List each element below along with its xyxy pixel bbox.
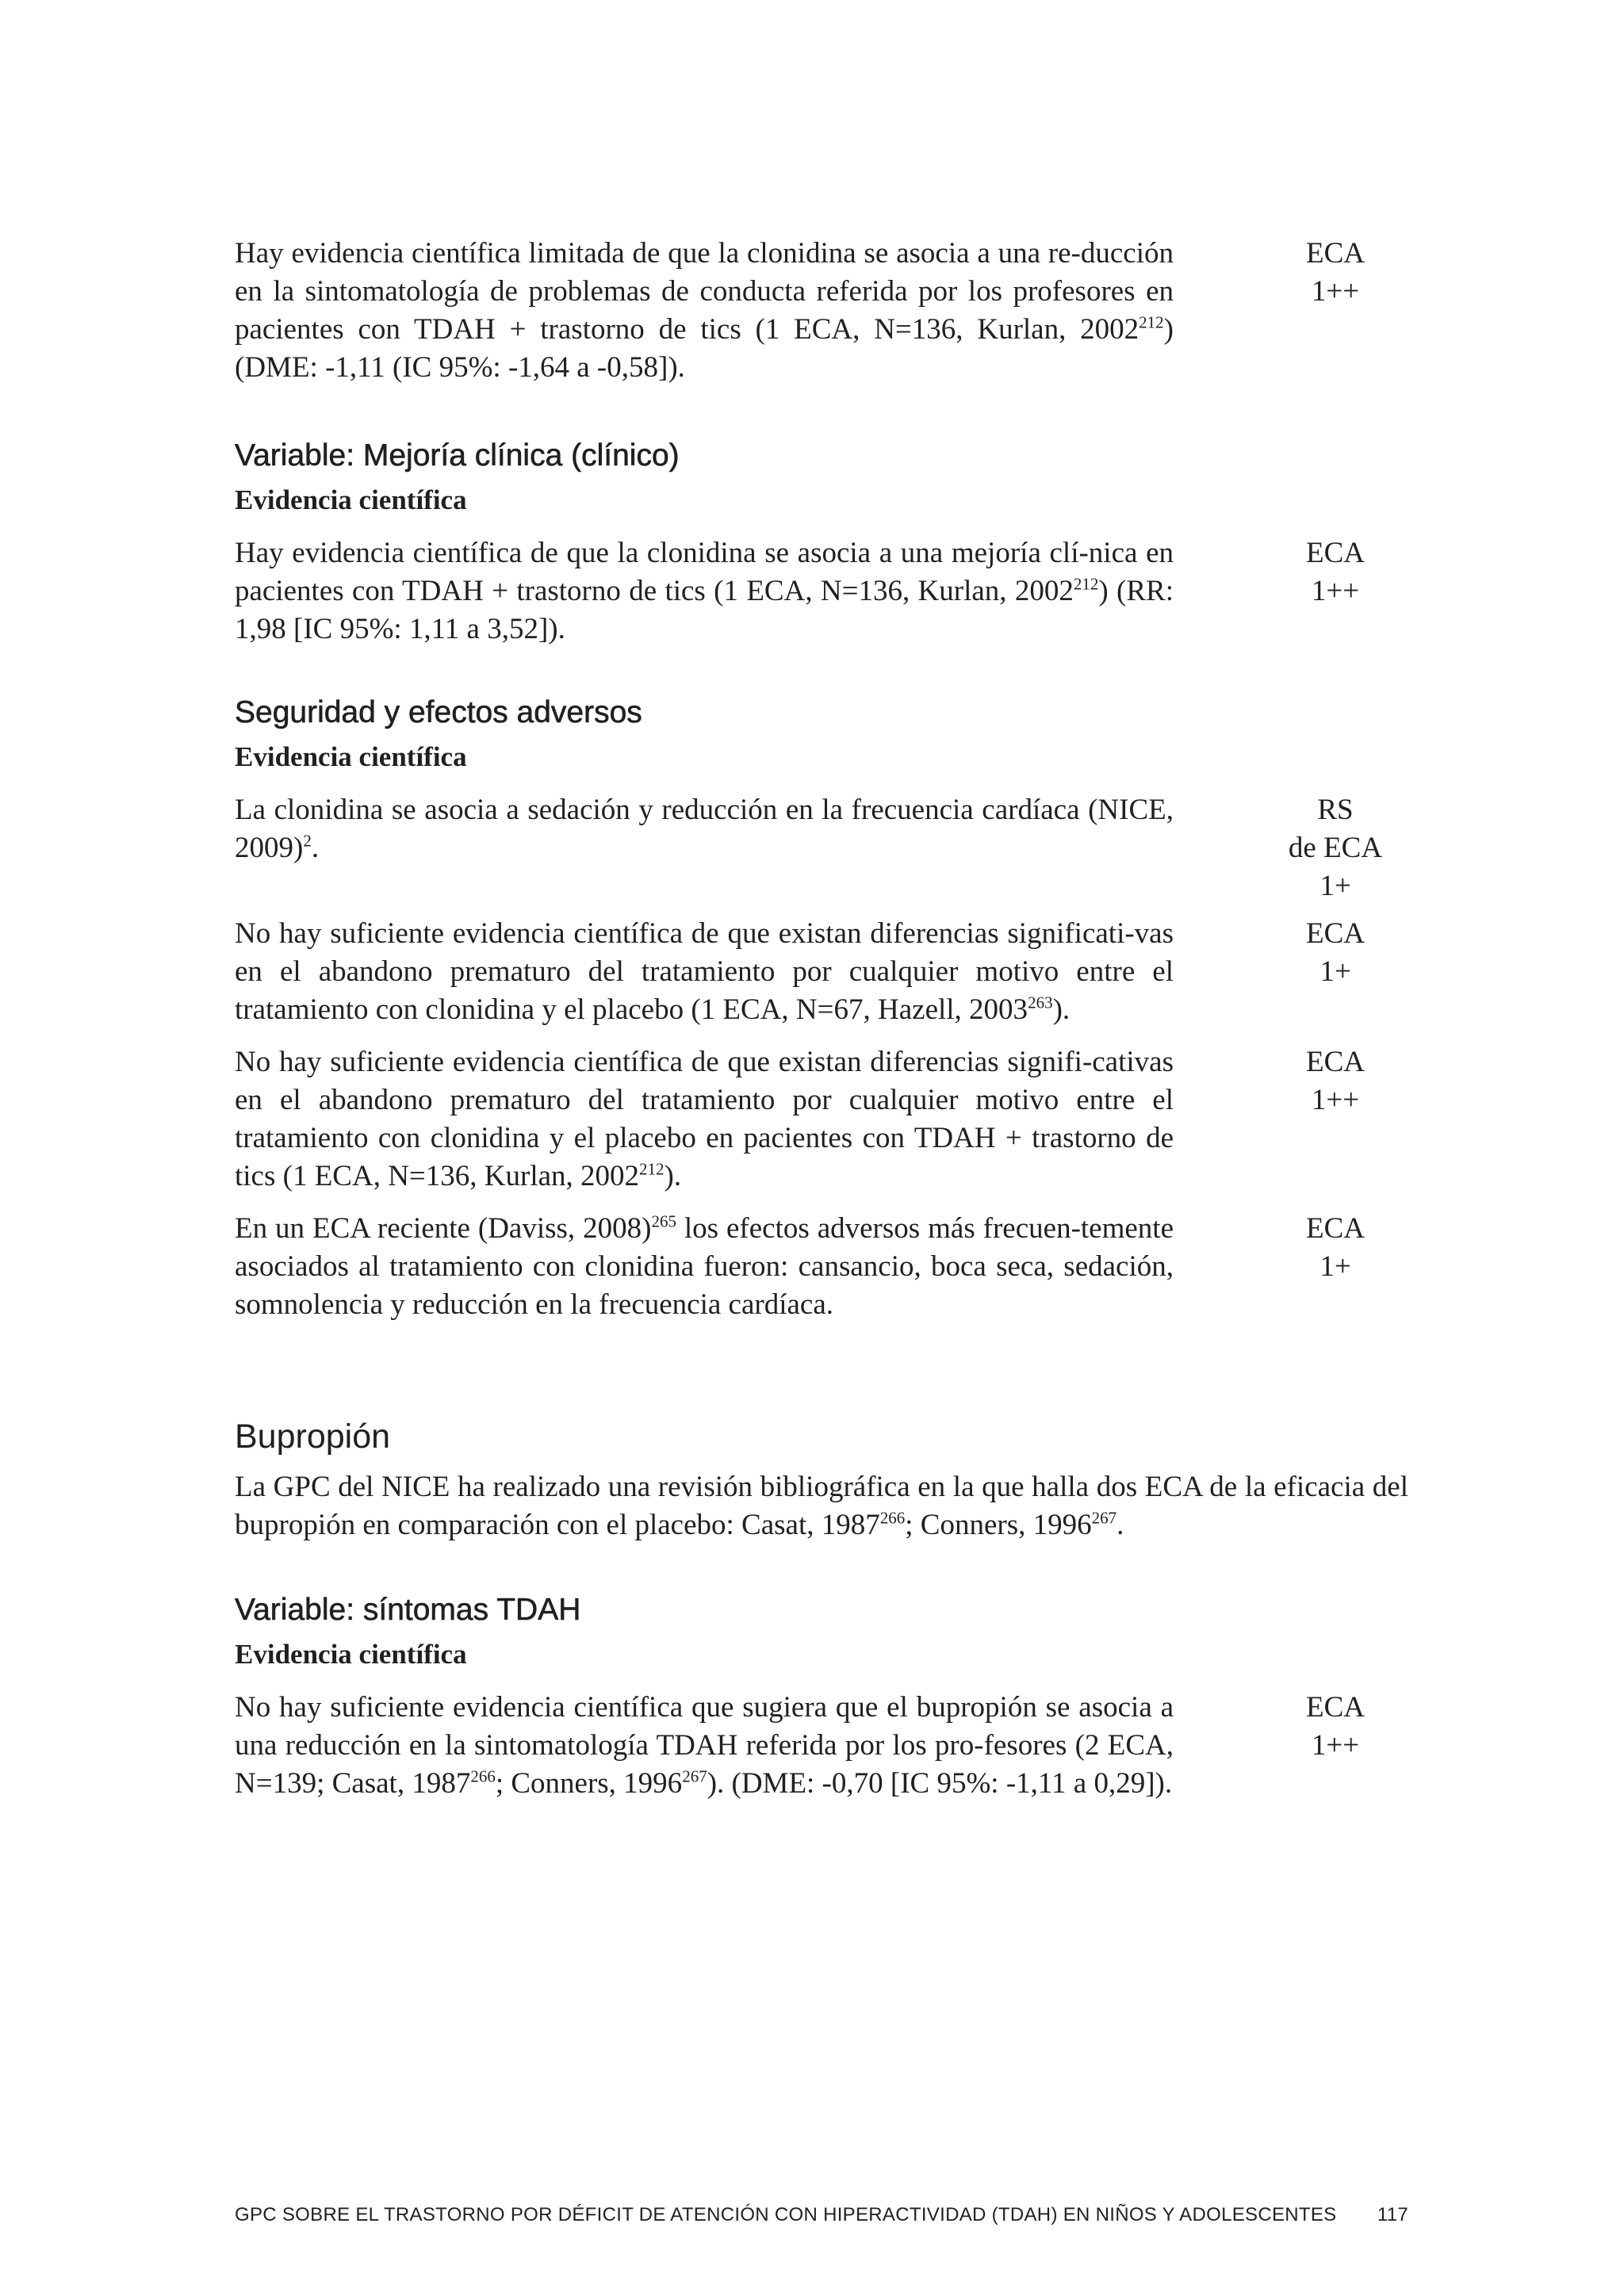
citation-ref: 267: [1091, 1508, 1117, 1528]
section-heading: Seguridad y efectos adversos: [235, 695, 642, 729]
evidence-row: [235, 534, 1408, 649]
citation-ref: 2: [303, 831, 312, 851]
evidence-level: ECA 1++: [1306, 237, 1365, 308]
evidence-text: Hay evidencia científica limitada de que la clonidina se asocia a una re-ducción en la sintomatología de problemas de conducta referida por los profesores en pacientes con TDAH + trastorno de tics (1 ECA, N=136, Kurlan, 2002$^{212}$) (DME: -1,11 (IC 95%: -1,64 a -0,58]).: [235, 237, 1174, 384]
citation-ref: 266: [470, 1766, 496, 1786]
page-footer: [235, 2204, 1408, 2226]
evidence-level: ECA 1+: [1306, 917, 1365, 988]
page-content: [235, 235, 1408, 1817]
section-heading: Variable: Mejoría clínica (clínico): [235, 438, 680, 473]
footer-title: GPC SOBRE EL TRASTORNO POR DÉFICIT DE ATENCIÓN CON HIPERACTIVIDAD (TDAH) EN NIÑOS Y ADOLESCENTES: [235, 2204, 1337, 2225]
evidence-text: No hay suficiente evidencia científica de que existan diferencias significati-vas en el abandono prematuro del tratamiento por cualquier motivo entre el tratamiento con clonidina y el placebo (1 ECA, N=67, Hazell, 2003$^{263}$).: [235, 917, 1174, 1026]
evidence-text: Hay evidencia científica de que la clonidina se asocia a una mejoría clí-nica en pacientes con TDAH + trastorno de tics (1 ECA, N=136, Kurlan, 2002$^{212}$) (RR: 1,98 [IC 95%: 1,11 a 3,52]).: [235, 537, 1174, 645]
citation-ref: 212: [1139, 312, 1164, 332]
page-number: 117: [1377, 2204, 1408, 2225]
chapter-heading: Bupropión: [235, 1418, 391, 1456]
evidence-level: ECA 1++: [1306, 1691, 1365, 1762]
evidence-row: [235, 791, 1408, 905]
evidence-text: No hay suficiente evidencia científica de que existan diferencias signifi-cativas en el abandono prematuro del tratamiento por cualquier motivo entre el tratamiento con clonidina y el placebo en pacientes con TDAH + trastorno de tics (1 ECA, N=136, Kurlan, 2002$^{212}$).: [235, 1046, 1174, 1192]
evidence-text: En un ECA reciente (Daviss, 2008)$^{265}$ los efectos adversos más frecuen-temente asociados al tratamiento con clonidina fueron: cansancio, boca seca, sedación, somnolencia y reducción en la frecuencia cardíaca.: [235, 1211, 1174, 1321]
evidence-row: [235, 1689, 1408, 1803]
subheading: Evidencia científica: [235, 741, 467, 772]
evidence-row: [235, 235, 1408, 387]
evidence-row: [235, 1210, 1408, 1324]
evidence-level: ECA 1++: [1306, 1046, 1365, 1116]
intro-paragraph: La GPC del NICE ha realizado una revisión bibliográfica en la que halla dos ECA de la eficacia del bupropión en comparación con el placebo: Casat, 1987$^{266}$; Conners, 1996$^{267}$.: [235, 1471, 1408, 1541]
evidence-level: ECA 1++: [1306, 537, 1365, 607]
evidence-row: [235, 915, 1408, 1029]
evidence-text: La clonidina se asocia a sedación y reducción en la frecuencia cardíaca (NICE, 2009)$^2$.: [235, 794, 1174, 864]
citation-ref: 212: [639, 1159, 665, 1179]
citation-ref: 265: [651, 1211, 676, 1231]
citation-ref: 212: [1073, 574, 1099, 594]
section-heading: Variable: síntomas TDAH: [235, 1593, 581, 1627]
evidence-row: [235, 1043, 1408, 1196]
evidence-text: No hay suficiente evidencia científica que sugiera que el bupropión se asocia a una reducción en la sintomatología TDAH referida por los pro-fesores (2 ECA, N=139; Casat, 1987$^{266}$; Conners, 1996$^{267}$). (DME: -0,70 [IC 95%: -1,11 a 0,29]).: [235, 1691, 1174, 1800]
citation-ref: 266: [879, 1508, 906, 1528]
citation-ref: 267: [682, 1766, 707, 1786]
evidence-level: ECA 1+: [1306, 1212, 1365, 1283]
evidence-level: RS de ECA 1+: [1288, 794, 1383, 902]
subheading: Evidencia científica: [235, 484, 467, 515]
citation-ref: 263: [1028, 993, 1053, 1012]
subheading: Evidencia científica: [235, 1639, 467, 1670]
